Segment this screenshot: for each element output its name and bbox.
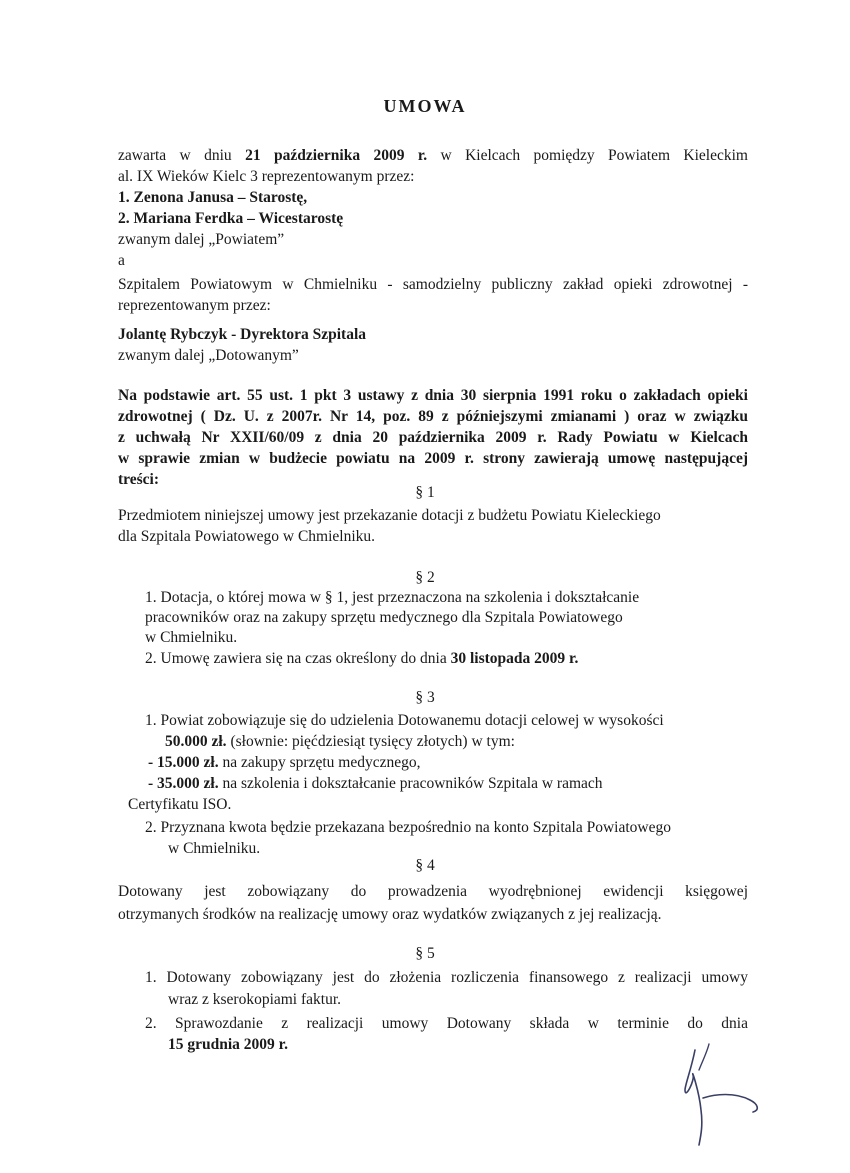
section-3-heading: § 3 [415,689,435,706]
item-text: 2. Umowę zawiera się na czas określony do dnia [145,650,451,667]
section-3-item-1-line-1: 1. Powiat zobowiązuje się do udzielenia Dotowanemu dotacji celowej w wysokości [145,712,664,729]
section-2-item-1-line-2: pracowników oraz na zakupy sprzętu medycznego dla Szpitala Powiatowego [145,609,623,626]
representative-1: 1. Zenona Janusa – Starostę, [118,189,308,206]
section-1-heading: § 1 [415,484,435,501]
section-5-item-2-date: 15 grudnia 2009 r. [168,1036,289,1053]
basis-line-5: treści: [118,471,160,488]
section-5-item-2-line-1: 2. Sprawozdanie z realizacji umowy Dotowany składa w terminie do dnia [145,1015,748,1032]
section-3-item-2-line-2: w Chmielniku. [168,840,261,857]
representative-2: 2. Mariana Ferdka – Wicestarostę [118,210,344,227]
basis-line-1: Na podstawie art. 55 ust. 1 pkt 3 ustawy z dnia 30 sierpnia 1991 roku o zakładach opieki [118,387,748,404]
amount-equipment: - 15.000 zł. [148,754,219,771]
section-5-item-1-line-2: wraz z kserokopiami faktur. [168,991,342,1008]
end-date: 30 listopada 2009 r. [450,650,579,667]
section-4-line-2: otrzymanych środków na realizację umowy oraz wydatków związanych z jej realizacją. [118,906,662,923]
sub-text: na zakupy sprzętu medycznego, [218,754,421,771]
party-2-line-1: Szpitalem Powiatowym w Chmielniku - samodzielny publiczny zakład opieki zdrowotnej - [118,276,748,293]
section-3-sub-2-cont: Certyfikatu ISO. [128,796,232,813]
section-2-heading: § 2 [415,569,435,586]
intro-text: w Kielcach pomiędzy Powiatem Kieleckim [427,147,748,164]
section-2-item-2 [145,648,578,669]
party-2-line-2: reprezentowanym przez: [118,297,271,314]
intro-text: zawarta w dniu [118,147,246,164]
party-alias-1: zwanym dalej „Powiatem” [118,231,285,248]
section-1-line-1: Przedmiotem niniejszej umowy jest przekazanie dotacji z budżetu Powiatu Kieleckiego [118,507,661,524]
intro-line-1 [118,145,748,166]
section-4-heading: § 4 [415,857,435,874]
contract-date: 21 października 2009 r. [245,147,428,164]
section-1-line-2: dla Szpitala Powiatowego w Chmielniku. [118,528,376,545]
signature-initials [655,1030,775,1150]
section-5-item-1-line-1: 1. Dotowany zobowiązany jest do złożenia rozliczenia finansowego z realizacji umowy [145,969,748,986]
document-title: UMOWA [383,96,467,116]
section-3-total-amount [165,731,515,752]
basis-line-3: z uchwałą Nr XXII/60/09 z dnia 20 października 2009 r. Rady Powiatu w Kielcach [118,429,748,446]
intro-line-2: al. IX Wieków Kielc 3 reprezentowanym przez: [118,168,415,185]
amount-total: 50.000 zł. [165,733,227,750]
section-5-heading: § 5 [415,945,435,962]
section-4-line-1: Dotowany jest zobowiązany do prowadzenia wyodrębnionej ewidencji księgowej [118,883,748,900]
sub-text: na szkolenia i dokształcanie pracowników Szpitala w ramach [218,775,603,792]
amount-training: - 35.000 zł. [148,775,219,792]
section-2-item-1-line-3: w Chmielniku. [145,629,238,646]
party-alias-2: zwanym dalej „Dotowanym” [118,347,299,364]
section-2-item-1-line-1: 1. Dotacja, o której mowa w § 1, jest przeznaczona na szkolenia i dokształcanie [145,589,640,606]
section-3-item-2-line-1: 2. Przyznana kwota będzie przekazana bezpośrednio na konto Szpitala Powiatowego [145,819,671,836]
representative-3: Jolantę Rybczyk - Dyrektora Szpitala [118,326,367,343]
basis-line-4: w sprawie zmian w budżecie powiatu na 2009 r. strony zawierają umowę następującej [118,450,748,467]
amount-words: (słownie: pięćdziesiąt tysięcy złotych) w tym: [226,733,515,750]
section-3-sub-2 [148,773,603,794]
basis-line-2: zdrowotnej ( Dz. U. z 2007r. Nr 14, poz. 89 z późniejszymi zmianami ) oraz w związku [118,408,748,425]
conjunction: a [118,252,125,269]
section-3-sub-1 [148,752,420,773]
